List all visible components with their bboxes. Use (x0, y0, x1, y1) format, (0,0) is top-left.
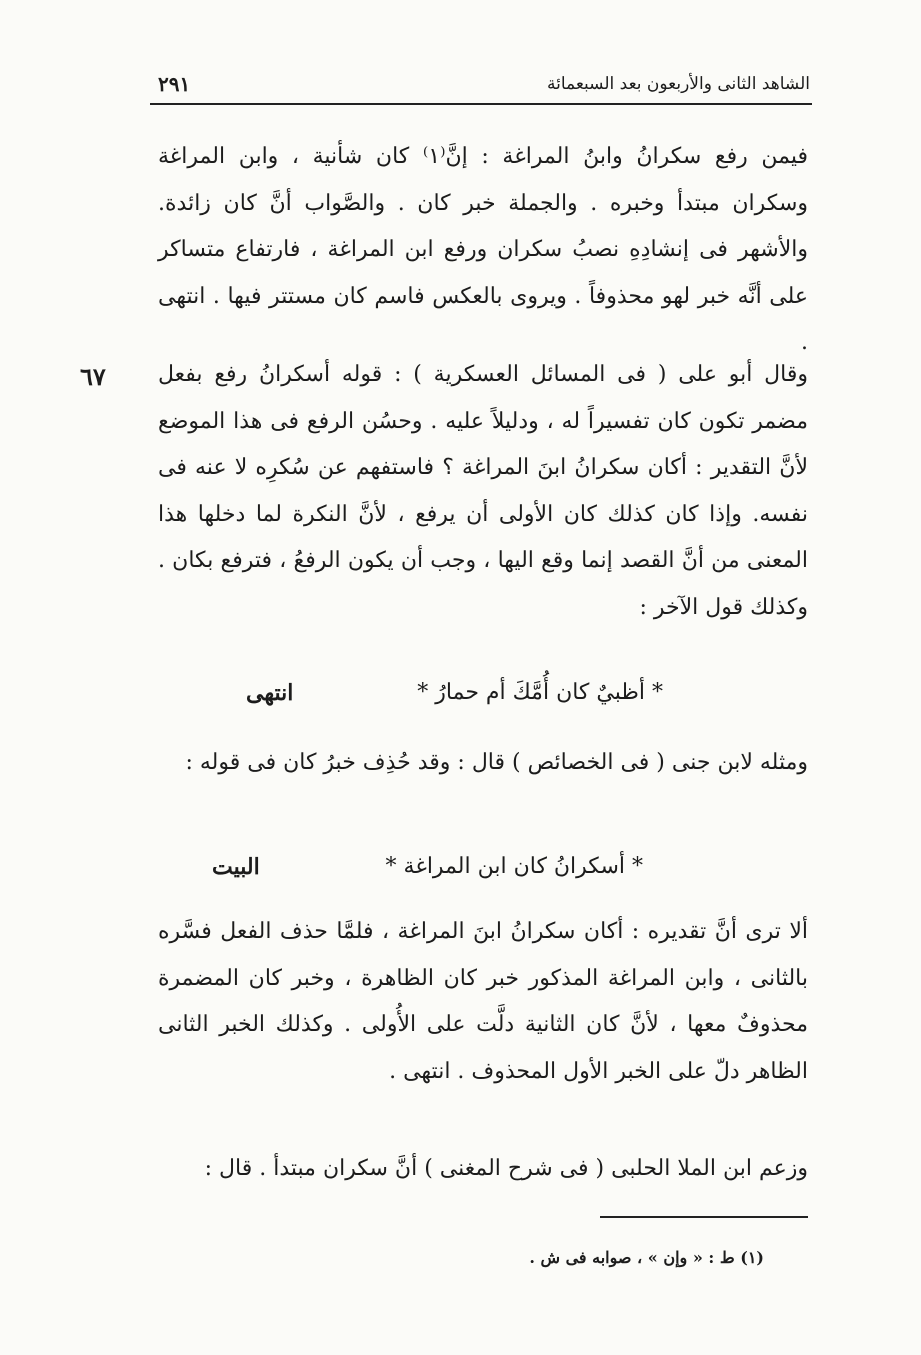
running-title: الشاهد الثانى والأربعون بعد السبعمائة (546, 74, 810, 94)
paragraph-1: فيمن رفع سكرانُ وابنُ المراغة : إنَّ⁽١⁾ كان شأنية ، وابن المراغة وسكران مبتدأ وخبره . والجملة خبر كان . والصَّواب أنَّ كان زائدة. والأشهر فى إنشادِهِ نصبُ سكران ورفع ابن المراغة ، فارتفاع متساكر على أنَّه خبر لهو محذوفاً . ويروى بالعكس فاسم كان مستتر فيها . انتهى . (158, 144, 809, 355)
footnote-rule (600, 1216, 808, 1218)
verse-2-end: البيت (212, 854, 260, 880)
verse-1-end: انتهى (246, 680, 294, 706)
paragraph-3: ومثله لابن جنى ( فى الخصائص ) قال : وقد حُذِف خبرُ كان فى قوله : (185, 750, 808, 775)
footnote: (١) ط : « وإن » ، صوابه فى ش . (529, 1248, 764, 1267)
verse-1: * أظبيٌ كان أُمَّكَ أم حمارُ * (417, 680, 663, 705)
paragraph-5: وزعم ابن الملا الحلبى ( فى شرح المغنى ) أنَّ سكران مبتدأ . قال : (204, 1156, 808, 1181)
paragraph-4: ألا ترى أنَّ تقديره : أكان سكرانُ ابنَ المراغة ، فلمَّا حذف الفعل فسَّره بالثانى ، وابن المراغة المذكور خبر كان الظاهرة ، وخبر كان المضمرة محذوفٌ معها ، لأنَّ كان الثانية دلَّت على الأُولى . وكذلك الخبر الثانى الظاهر دلّ على الخبر الأول المحذوف . انتهى . (158, 919, 808, 1084)
page-number: ٢٩١ (158, 72, 191, 96)
verse-2: * أسكرانُ كان ابن المراغة * (385, 854, 643, 879)
paragraph-2: وقال أبو على ( فى المسائل العسكرية ) : قوله أسكرانُ رفع بفعل مضمر تكون كان تفسيراً له ، ودليلاً عليه . وحسُن الرفع فى هذا الموضع لأنَّ التقدير : أكان سكرانُ ابنَ المراغة ؟ فاستفهم عن سُكرِه لا عنه فى نفسه. وإذا كان كذلك كان الأولى أن يرفع ، لأنَّ النكرة لما دخلها هذا المعنى من أنَّ القصد إنما وقع اليها ، وجب أن يكون الرفعُ ، فترفع بكان . وكذلك قول الآخر : (158, 362, 808, 620)
header-rule (150, 103, 812, 105)
margin-number: ٦٧ (80, 362, 106, 391)
page-header (150, 70, 810, 102)
